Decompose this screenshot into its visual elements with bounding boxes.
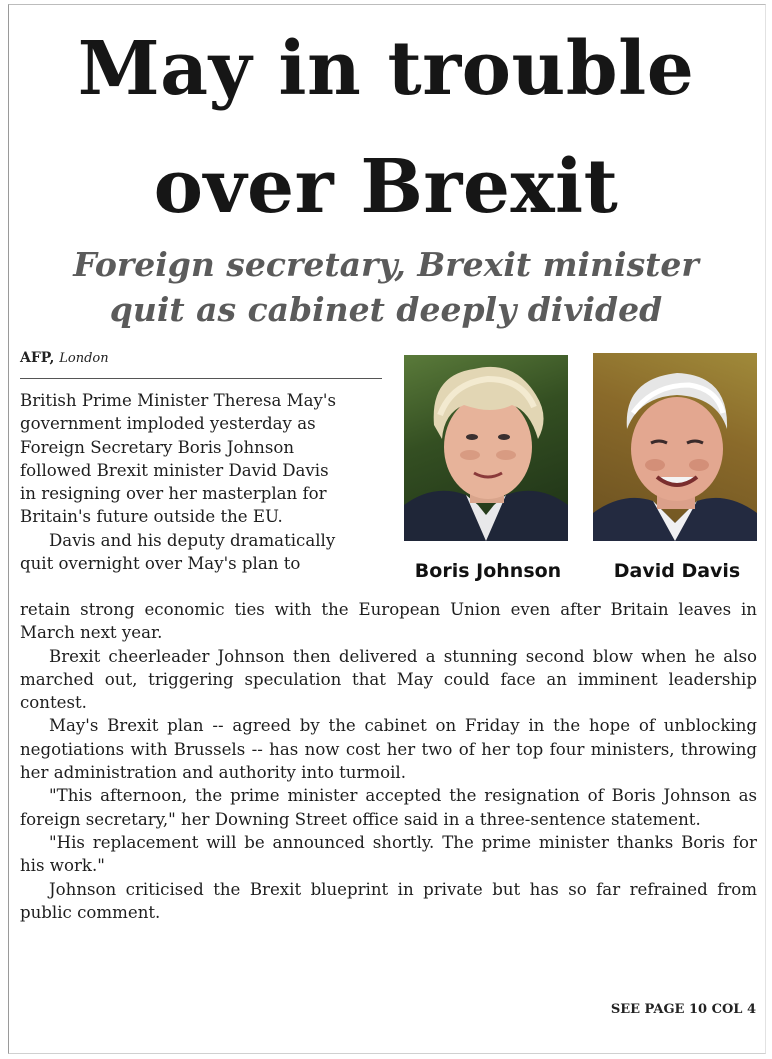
body-line: British Prime Minister Theresa May's [20,391,336,410]
see-page-reference: SEE PAGE 10 COL 4 [610,1002,756,1017]
body-line: Davis and his deputy dramatically [49,530,336,550]
dateline-agency: AFP, [20,350,55,366]
body-paragraph: retain strong economic ties with the European Union even after Britain leaves in March next year. [20,600,757,643]
david-davis-portrait [593,353,757,541]
dateline [20,350,109,366]
caption-david-davis: David Davis [613,560,741,582]
body-paragraph: May's Brexit plan -- agreed by the cabinet on Friday in the hope of unblocking negotiations with Brussels -- has now cost her two of her top four ministers, throwing her administration and authority into turmoil. [20,716,757,783]
body-paragraph: "This afternoon, the prime minister accepted the resignation of Boris Johnson as foreign secretary," her Downing Street office said in a three-sentence statement. [20,786,757,829]
dateline-location: London [59,351,109,366]
headline-line-2: over Brexit [153,144,619,230]
body-line: followed Brexit minister David Davis [20,460,329,480]
body-paragraph: Brexit cheerleader Johnson then delivered a stunning second blow when he also marched out, triggering speculation that May could face an imminent leadership contest. [20,646,757,713]
deck-line-1: Foreign secretary, Brexit minister [73,245,699,284]
body-line: government imploded yesterday as [20,414,316,434]
article-body-narrow [20,389,384,575]
body-line: Britain's future outside the EU. [20,507,283,527]
body-line: in resigning over her masterplan for [20,484,327,504]
headline-line-1: May in trouble [77,26,695,112]
deck-line-2: quit as cabinet deeply divided [109,290,663,329]
body-line: Foreign Secretary Boris Johnson [20,437,295,457]
david-davis-photo [593,353,757,541]
caption-boris-johnson: Boris Johnson [414,560,562,582]
article-body-wide [20,598,757,924]
dateline-rule [20,378,382,379]
body-paragraph: "His replacement will be announced shortly. The prime minister thanks Boris for his work." [20,832,757,876]
boris-johnson-photo [404,355,568,541]
body-line: quit overnight over May's plan to [20,554,301,574]
boris-johnson-portrait [404,355,568,541]
body-paragraph: Johnson criticised the Brexit blueprint in private but has so far refrained from public comment. [20,879,757,922]
